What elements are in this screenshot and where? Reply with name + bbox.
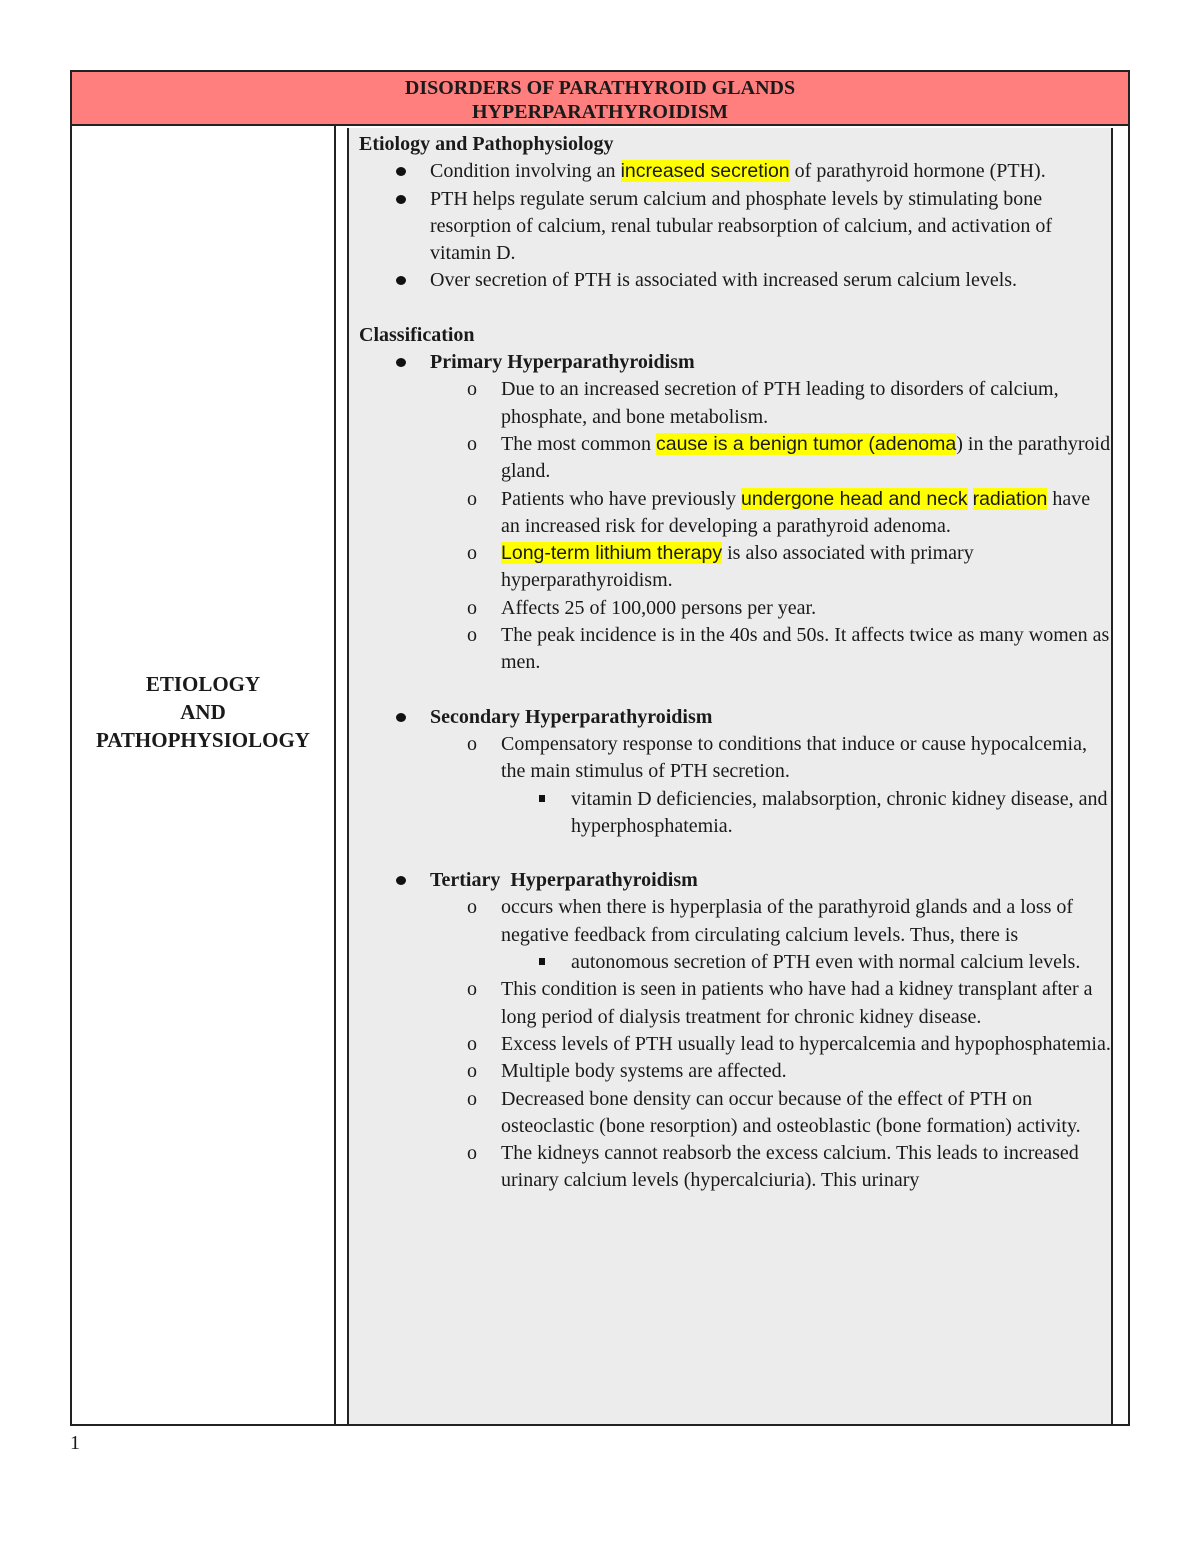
header-subtitle: HYPERPARATHYROIDISM (472, 101, 728, 123)
circle-bullet-icon: o (467, 624, 477, 647)
circle-bullet-icon: o (467, 432, 477, 455)
list-item: o The kidneys cannot reabsorb the excess calcium. This leads to increased urinary calcium levels (hypercalciuria). This urinary (467, 1142, 1079, 1192)
list-item: o Long-term lithium therapy is also associated with primary hyperparathyroidism. (467, 542, 974, 592)
list-item: o Compensatory response to conditions that induce or cause hypocalcemia, the main stimulus of PTH secretion. (467, 732, 1087, 783)
list-item: o Multiple body systems are affected. (359, 1058, 1111, 1085)
list-item: o Affects 25 of 100,000 persons per year. (359, 595, 1111, 622)
bullet-icon (396, 358, 406, 367)
circle-bullet-icon: o (467, 487, 477, 510)
circle-bullet-icon: o (467, 596, 477, 619)
circle-bullet-icon: o (467, 542, 477, 565)
list-item: Condition involving an increased secretion of parathyroid hormone (PTH). (359, 158, 1111, 185)
highlight: undergone head and neck (740, 487, 968, 510)
page-number: 1 (70, 1432, 80, 1454)
bullet-icon (396, 195, 406, 204)
list-item: PTH helps regulate serum calcium and phosphate levels by stimulating bone resorption of calcium, renal tubular reabsorption of calcium, and activation of vitamin D. (359, 186, 1111, 268)
list-item: Tertiary Hyperparathyroidism (359, 867, 1111, 894)
circle-bullet-icon: o (467, 1087, 477, 1110)
square-bullet-icon (539, 795, 545, 802)
table-header (72, 72, 1128, 126)
circle-bullet-icon: o (467, 1060, 477, 1083)
row-label: ETIOLOGY AND PATHOPHYSIOLOGY (96, 672, 310, 752)
list-item: o This condition is seen in patients who have had a kidney transplant after a long period of dialysis treatment for chronic kidney disease. (467, 978, 1093, 1028)
highlight: cause is a benign tumor (adenoma (655, 432, 957, 455)
square-bullet-icon (539, 958, 545, 965)
highlight: Long-term lithium therapy (501, 542, 723, 565)
bullet-icon (396, 167, 406, 176)
circle-bullet-icon: o (467, 378, 477, 401)
row-label-cell (72, 126, 336, 1424)
content-table (70, 70, 1130, 1426)
bullet-icon (396, 713, 406, 722)
list-item: Secondary Hyperparathyroidism (359, 704, 1111, 731)
circle-bullet-icon: o (467, 1142, 477, 1165)
list-item: o The most common cause is a benign tumor (adenoma) in the parathyroid gland. (467, 432, 1111, 483)
list-item: Primary Hyperparathyroidism (359, 349, 1111, 376)
classification-heading: Classification (359, 323, 475, 346)
header-title: DISORDERS OF PARATHYROID GLANDS (404, 77, 796, 99)
circle-bullet-icon: o (467, 1032, 477, 1055)
list-item: o Decreased bone density can occur because of the effect of PTH on osteoclastic (bone resorption) and osteoblastic (bone formation) activity. (467, 1087, 1081, 1137)
circle-bullet-icon: o (467, 732, 477, 755)
list-item: vitamin D deficiencies, malabsorption, chronic kidney disease, and hyperphosphatemia. (359, 786, 1111, 841)
list-item: o Patients who have previously undergone head and neck radiation have an increased risk for developing a parathyroid adenoma. (467, 487, 1091, 537)
list-item: autonomous secretion of PTH even with normal calcium levels. (359, 949, 1111, 976)
highlight: increased secretion (620, 160, 790, 183)
circle-bullet-icon: o (467, 896, 477, 919)
highlight: radiation (972, 487, 1048, 510)
list-item: o occurs when there is hyperplasia of the parathyroid glands and a loss of negative feedback from circulating calcium levels. Thus, there is (467, 896, 1074, 946)
circle-bullet-icon: o (467, 978, 477, 1001)
list-item: o Due to an increased secretion of PTH leading to disorders of calcium, phosphate, and bone metabolism. (467, 378, 1059, 428)
list-item: Over secretion of PTH is associated with increased serum calcium levels. (359, 267, 1111, 294)
bullet-icon (396, 876, 406, 885)
content-cell (347, 128, 1113, 1424)
list-item: o The peak incidence is in the 40s and 50s. It affects twice as many women as men. (467, 624, 1110, 674)
list-item: o Excess levels of PTH usually lead to hypercalcemia and hypophosphatemia. (359, 1031, 1111, 1058)
etiology-heading: Etiology and Pathophysiology (359, 133, 614, 155)
bullet-icon (396, 276, 406, 285)
